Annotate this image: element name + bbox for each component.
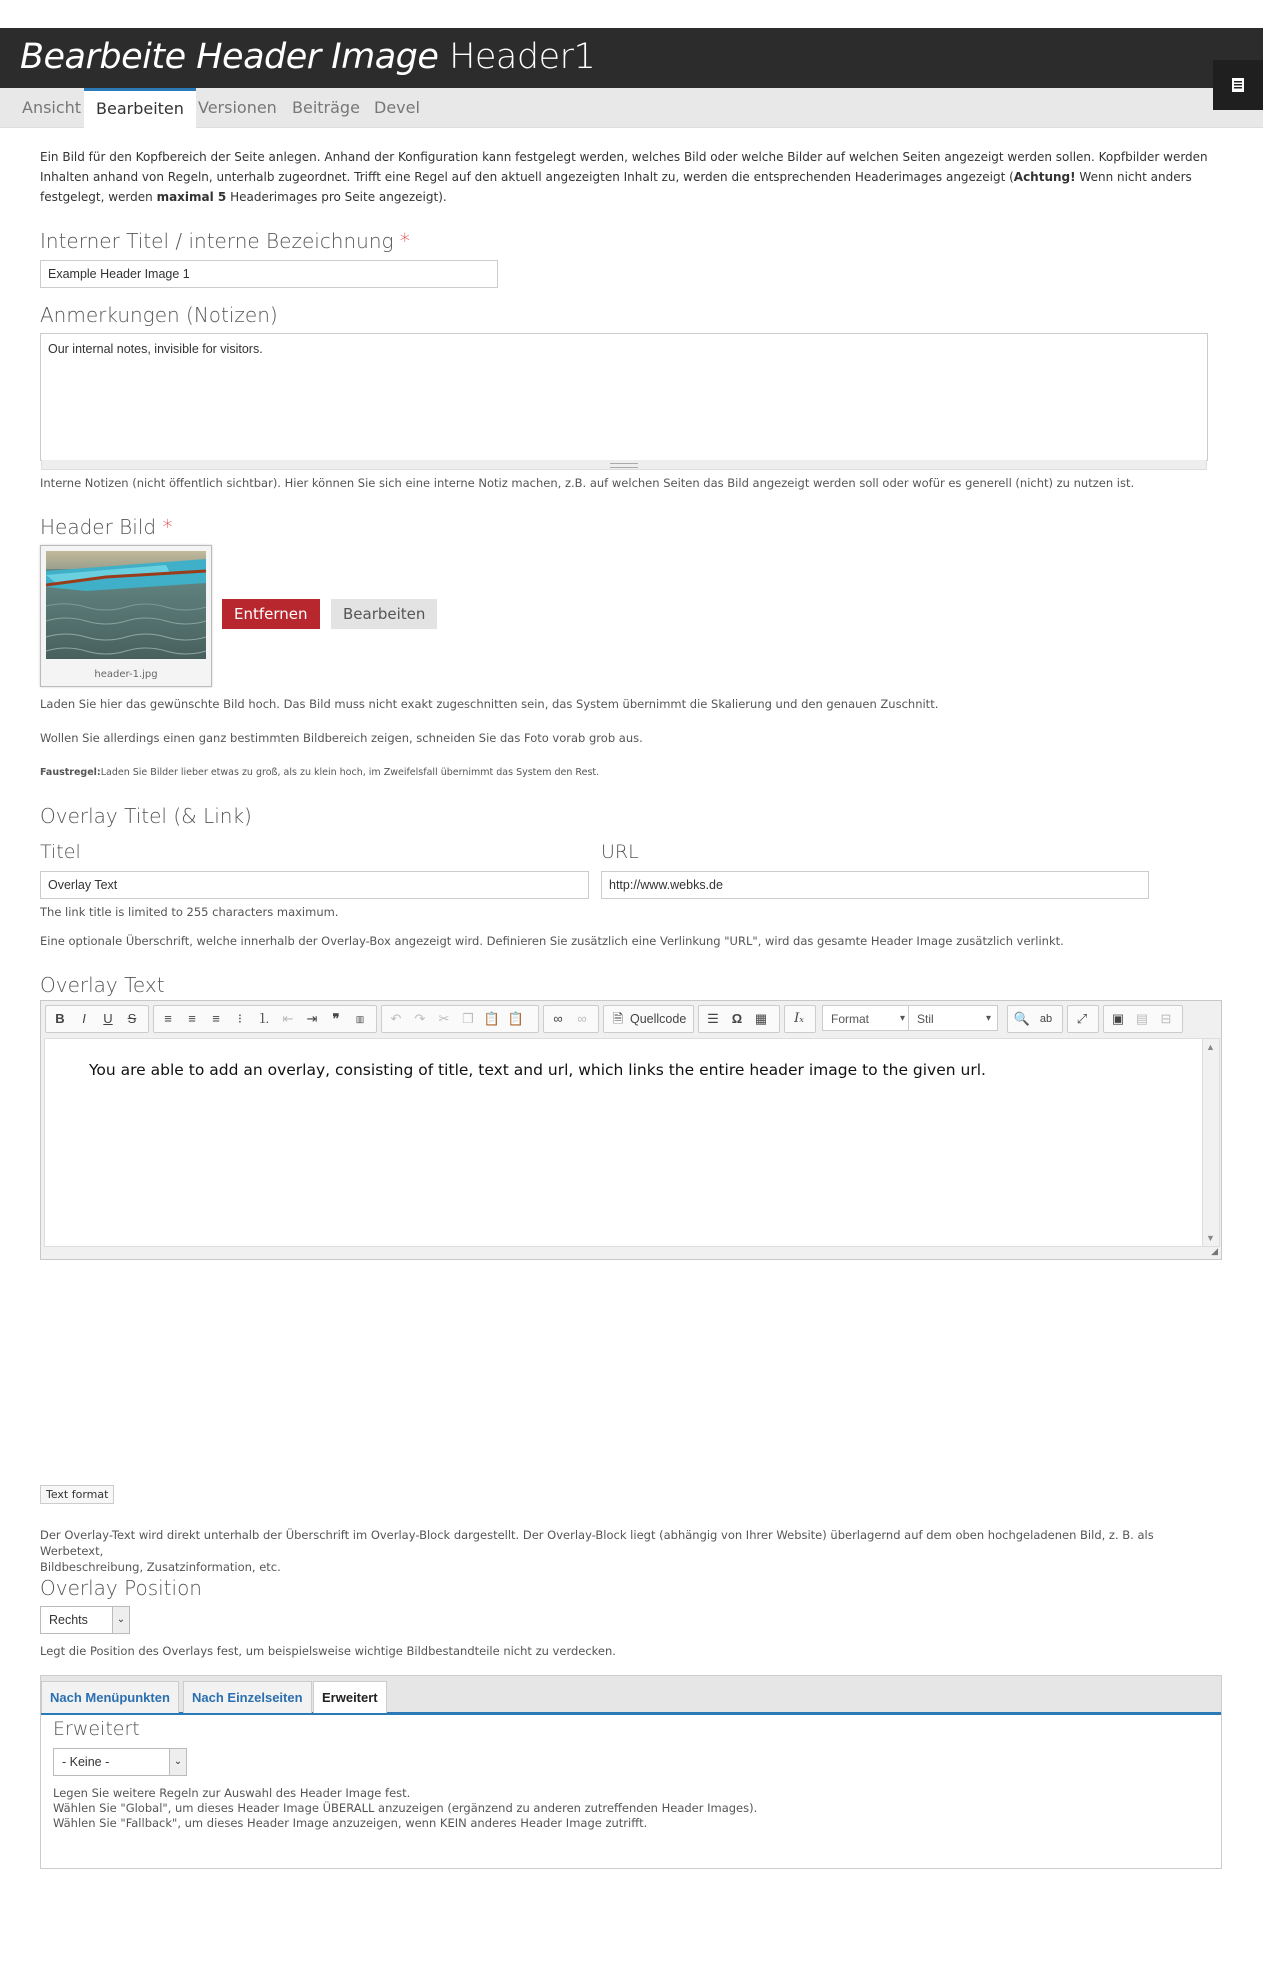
toolbar-paragraph xyxy=(153,1005,377,1033)
intro-line-2-a: Inhalten anhand von Regeln, unterhalb zugeordnet. Trifft eine Regel auf den aktuell angezeigten Inhalt zu, werden die entsprechenden Headerimages angezeigt ( xyxy=(40,170,1014,184)
header-image-rule xyxy=(40,767,599,778)
editor-scrollbar[interactable] xyxy=(1202,1039,1219,1246)
header-image-thumbnail[interactable] xyxy=(40,545,212,687)
rules-advanced-value: - Keine - xyxy=(62,1755,110,1769)
align-right-icon[interactable]: ≡ xyxy=(212,1011,220,1026)
template-icon[interactable]: ▤ xyxy=(1135,1011,1149,1026)
image-icon[interactable]: ▣ xyxy=(1111,1011,1125,1026)
overlay-title-label: Titel xyxy=(40,841,81,863)
link-icon[interactable]: ∞ xyxy=(553,1011,563,1026)
toolbar-media xyxy=(1103,1005,1183,1033)
rules-help-line-2: Wählen Sie "Global", um dieses Header Image ÜBERALL anzuzeigen (ergänzend zu anderen zutreffenden Header Images). xyxy=(53,1801,758,1815)
table-icon[interactable]: ▦ xyxy=(754,1011,768,1026)
notes-label: Anmerkungen (Notizen) xyxy=(40,303,278,327)
notes-help: Interne Notizen (nicht öffentlich sichtbar). Hier können Sie sich eine interne Notiz machen, z.B. auf welchen Seiten das Bild angezeigt werden soll oder wofür es generell (nicht) zu nutzen ist. xyxy=(40,476,1135,490)
source-button[interactable]: Quellcode xyxy=(630,1012,687,1026)
intro-line-2-c: Wenn nicht anders xyxy=(1075,170,1192,184)
paste-text-icon[interactable]: 📋 xyxy=(507,1011,525,1026)
toolbar-insert xyxy=(698,1005,780,1033)
rules-help-line-1: Legen Sie weitere Regeln zur Auswahl des Header Image fest. xyxy=(53,1786,411,1800)
overlay-text-label: Overlay Text xyxy=(40,973,165,997)
internal-title-label xyxy=(40,229,410,253)
header-image-help-2: Wollen Sie allerdings einen ganz bestimmten Bildbereich zeigen, schneiden Sie das Foto vorab grob aus. xyxy=(40,731,643,745)
blockquote-icon[interactable]: ❞ xyxy=(332,1011,340,1026)
indent-icon[interactable]: ⇥ xyxy=(306,1011,318,1026)
tab-ansicht[interactable]: Ansicht xyxy=(22,98,82,117)
rules-tab-bar xyxy=(41,1676,1221,1715)
copy-icon[interactable]: ❐ xyxy=(462,1011,474,1026)
bold-icon[interactable]: B xyxy=(55,1011,65,1026)
undo-icon[interactable]: ↶ xyxy=(390,1011,402,1026)
page-title-prefix: Bearbeite Header Image xyxy=(20,37,439,77)
tab-devel[interactable]: Devel xyxy=(374,98,420,117)
rules-tabs xyxy=(40,1675,1222,1869)
editor-content-area[interactable] xyxy=(44,1038,1220,1247)
page-title-node: Header1 xyxy=(449,37,596,77)
intro-line-2 xyxy=(40,167,1220,187)
header-image-label-text: Header Bild xyxy=(40,515,157,539)
header-image-preview xyxy=(46,551,206,659)
internal-title-input[interactable]: Example Header Image 1 xyxy=(40,260,498,288)
overlay-position-select[interactable] xyxy=(40,1606,130,1634)
language-icon[interactable]: ▥ xyxy=(355,1014,365,1024)
unlink-icon[interactable]: ∞ xyxy=(577,1011,587,1026)
align-center-icon[interactable]: ≡ xyxy=(188,1011,196,1026)
intro-text xyxy=(40,147,1220,207)
tab-versionen[interactable]: Versionen xyxy=(198,98,277,117)
edit-image-button[interactable]: Bearbeiten xyxy=(331,599,437,629)
overlay-title-input[interactable]: Overlay Text xyxy=(40,871,589,899)
header-image-filename: header-1.jpg xyxy=(94,669,158,680)
required-marker: * xyxy=(399,229,410,253)
numbered-list-icon[interactable]: ⒈ xyxy=(257,1011,271,1026)
source-icon: 🗎 xyxy=(612,1011,624,1026)
tab-bearbeiten[interactable]: Bearbeiten xyxy=(84,88,196,130)
rules-help xyxy=(53,1786,757,1831)
internal-title-label-text: Interner Titel / interne Bezeichnung xyxy=(40,229,394,253)
page-header xyxy=(0,28,1263,88)
find-icon[interactable]: 🔍 xyxy=(1013,1011,1031,1026)
overlay-url-label: URL xyxy=(601,841,639,863)
overlay-title-help: Eine optionale Überschrift, welche innerhalb der Overlay-Box angezeigt wird. Definieren Sie zusätzlich eine Verlinkung "URL", wird das gesamte Header Image zusätzlich verlinkt. xyxy=(40,934,1064,948)
special-char-icon[interactable]: Ω xyxy=(731,1011,743,1026)
primary-tabs xyxy=(0,88,1263,128)
align-left-icon[interactable]: ≡ xyxy=(164,1011,172,1026)
intro-line-3-bold: maximal 5 xyxy=(156,190,227,204)
toolbar-find xyxy=(1007,1005,1063,1033)
tab-erweitert[interactable]: Erweitert xyxy=(313,1681,387,1713)
toolbar-cleanup xyxy=(784,1005,816,1033)
document-list-icon xyxy=(1231,77,1245,93)
rule-bold: Faustregel: xyxy=(40,767,101,778)
bulleted-list-icon[interactable]: ⁝ xyxy=(237,1011,243,1026)
editor-resize-icon[interactable]: ◢ xyxy=(1211,1246,1218,1256)
overlay-title-section-label: Overlay Titel (& Link) xyxy=(40,804,252,828)
toolbar-clipboard xyxy=(381,1005,539,1033)
page-break-icon[interactable]: ⊟ xyxy=(1160,1011,1172,1026)
overlay-position-help: Legt die Position des Overlays fest, um beispielsweise wichtige Bildbestandteile nicht zu verdecken. xyxy=(40,1644,616,1658)
overlay-title-limit-note: The link title is limited to 255 characters maximum. xyxy=(40,905,339,919)
chevron-down-icon: ⌄ xyxy=(112,1607,129,1633)
page-title xyxy=(20,37,595,77)
tab-nach-menuepunkten[interactable]: Nach Menüpunkten xyxy=(41,1681,179,1713)
scroll-down-icon[interactable]: ▼ xyxy=(1206,1233,1215,1243)
intro-line-3-c: Headerimages pro Seite angezeigt). xyxy=(226,190,447,204)
redo-icon[interactable]: ↷ xyxy=(414,1011,426,1026)
header-image-help-1: Laden Sie hier das gewünschte Bild hoch. Das Bild muss nicht exakt zugeschnitten sein, das System übernimmt die Skalierung und den genauen Zuschnitt. xyxy=(40,697,939,711)
overlay-url-input[interactable]: http://www.webks.de xyxy=(601,871,1149,899)
textarea-resize-grip[interactable] xyxy=(41,460,1207,470)
overlay-text-help-line-1: Der Overlay-Text wird direkt unterhalb der Überschrift im Overlay-Block dargestellt. Der Overlay-Block liegt (abhängig von Ihrer Website) überlagernd auf dem oben hochgeladenen Bild, z. B. als Werbetext, xyxy=(40,1528,1154,1558)
rule-text: Laden Sie Bilder lieber etwas zu groß, als zu klein hoch, im Zweifelsfall übernimmt das System den Rest. xyxy=(100,767,600,778)
overlay-text-help-line-2: Bildbeschreibung, Zusatzinformation, etc. xyxy=(40,1560,281,1574)
outdent-icon[interactable]: ⇤ xyxy=(282,1011,294,1026)
intro-line-3-a: festgelegt, werden xyxy=(40,190,157,204)
intro-line-3 xyxy=(40,187,1220,207)
toolbar-tools xyxy=(1067,1005,1099,1033)
wysiwyg-editor xyxy=(40,1000,1222,1260)
style-dropdown[interactable]: Stil ▾ xyxy=(908,1005,998,1031)
notes-textarea[interactable] xyxy=(40,333,1208,461)
italic-icon[interactable]: I xyxy=(82,1011,86,1026)
maximize-icon[interactable]: ⤢ xyxy=(1076,1011,1088,1026)
tab-nach-einzelseiten[interactable]: Nach Einzelseiten xyxy=(183,1681,312,1713)
overlay-position-value: Rechts xyxy=(49,1613,88,1627)
horizontal-rule-icon[interactable]: ☰ xyxy=(707,1011,719,1026)
remove-format-icon[interactable]: Iₓ xyxy=(794,1011,804,1026)
strikethrough-icon[interactable]: S xyxy=(127,1011,137,1026)
editor-content-text: You are able to add an overlay, consisting of title, text and url, which links the entire header image to the given url. xyxy=(89,1061,986,1079)
rules-help-line-3: Wählen Sie "Fallback", um dieses Header Image anzuzeigen, wenn KEIN anderes Header Image zutrifft. xyxy=(53,1816,648,1830)
toolbar-basic-styles xyxy=(45,1005,149,1033)
chevron-down-icon: ⌄ xyxy=(169,1749,186,1775)
remove-image-button[interactable]: Entfernen xyxy=(222,599,320,629)
rules-advanced-select[interactable] xyxy=(53,1748,187,1776)
tab-beitraege[interactable]: Beiträge xyxy=(292,98,360,117)
cut-icon[interactable]: ✂ xyxy=(438,1011,450,1026)
rules-panel-title: Erweitert xyxy=(53,1718,140,1740)
header-image-label xyxy=(40,515,172,539)
replace-icon[interactable]: ab xyxy=(1039,1013,1053,1025)
paste-icon[interactable]: 📋 xyxy=(483,1011,501,1026)
overlay-text-help xyxy=(40,1527,1220,1575)
notes-value: Our internal notes, invisible for visitors. xyxy=(48,342,263,356)
intro-line-1: Ein Bild für den Kopfbereich der Seite anlegen. Anhand der Konfiguration kann festgelegt werden, welches Bild oder welche Bilder auf welchen Seiten angezeigt werden sollen. Kopfbilder werden xyxy=(40,150,1208,164)
intro-line-2-bold: Achtung! xyxy=(1013,170,1076,184)
format-dropdown[interactable]: Format ▾ xyxy=(822,1005,912,1031)
scroll-up-icon[interactable]: ▲ xyxy=(1206,1042,1215,1052)
overlay-position-label: Overlay Position xyxy=(40,1576,202,1600)
underline-icon[interactable]: U xyxy=(103,1011,113,1026)
toolbar-source xyxy=(603,1005,694,1033)
sidebar-toggle-button[interactable] xyxy=(1213,60,1263,110)
toolbar-links xyxy=(543,1005,599,1033)
required-marker: * xyxy=(162,515,173,539)
text-format-tab[interactable]: Text format xyxy=(40,1485,114,1504)
